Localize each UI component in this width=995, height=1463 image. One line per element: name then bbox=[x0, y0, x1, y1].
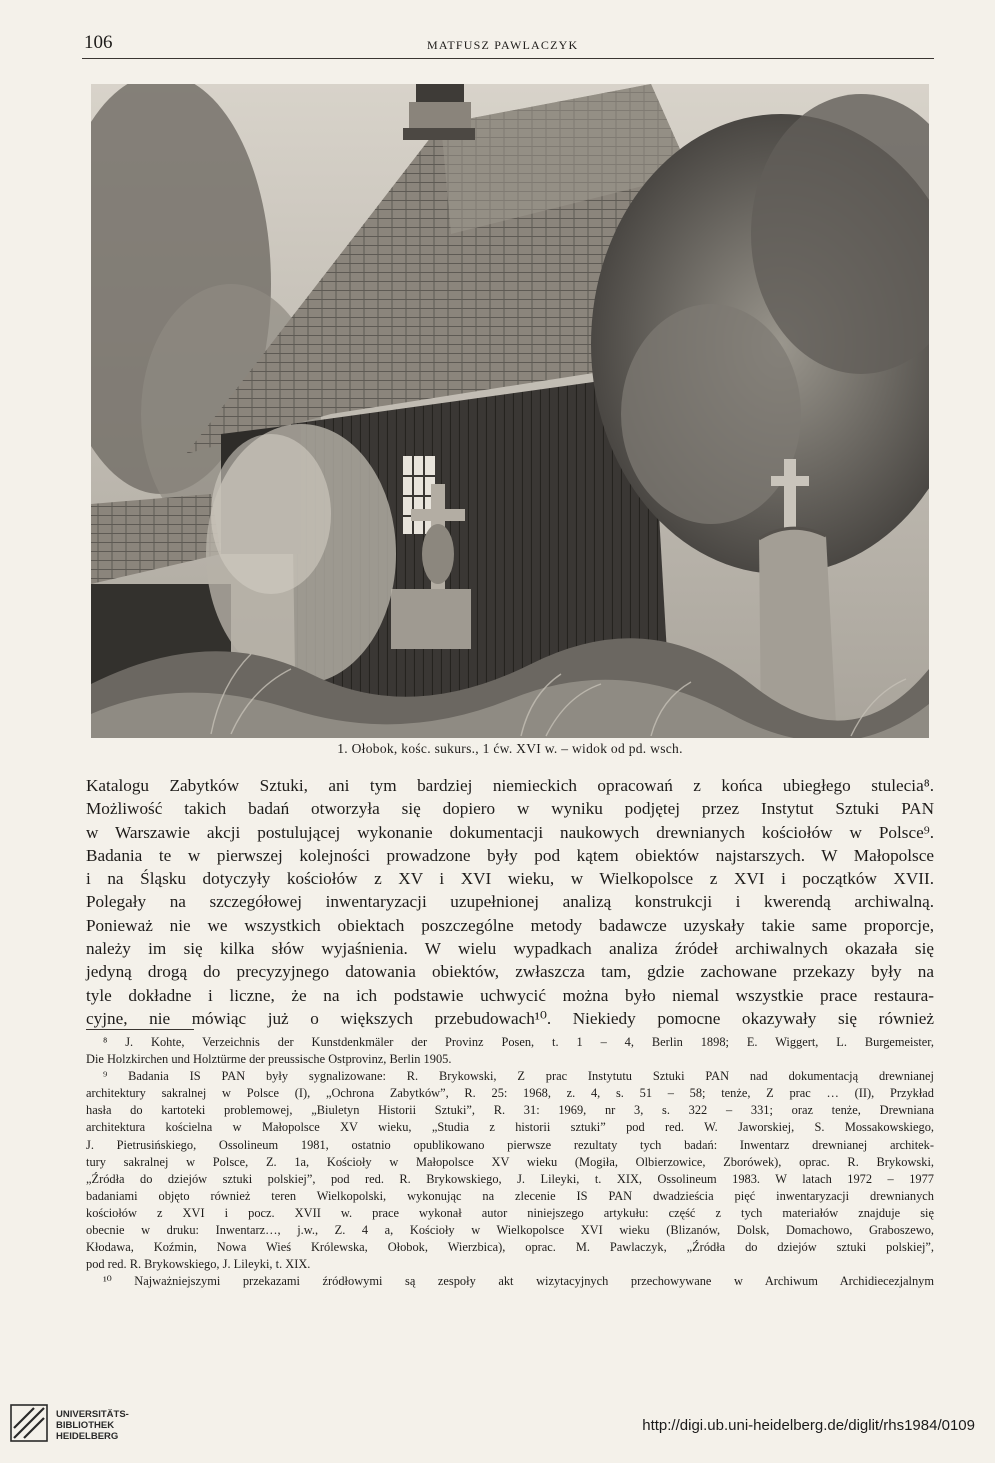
footnote-line: architektury sakralnej w Polsce (I), „Ochrona Zabytków”, R. 25: 1968, z. 4, s. 51 – 58; tenże, Z prac … (II), Przykład bbox=[86, 1086, 934, 1101]
text-line: Polegały na szczegółowej inwentaryzacji uzupełnionej analizą konstrukcji i kwerendą archiwalną. bbox=[86, 892, 934, 912]
footnote-separator bbox=[86, 1029, 194, 1030]
footnote-line: obecnie w druku: Inwentarz…, j.w., Z. 4 a, Kościoły w Wielkopolsce XVI wieku (Blizanów, Dolsk, Domachowo, Graboszewo, bbox=[86, 1223, 934, 1238]
footnote-line: hasła do kartoteki problemowej, „Biuletyn Historii Sztuki”, R. 31: 1969, nr 3, s. 322 – 331; oraz tenże, Drewniana bbox=[86, 1103, 934, 1118]
footnote-line: ⁸ J. Kohte, Verzeichnis der Kunstdenkmäler der Provinz Posen, t. 1 – 4, Berlin 1898; E. Wiggert, L. Burgemeister, bbox=[103, 1035, 934, 1049]
footnote-line: pod red. R. Brykowskiego, J. Lileyki, t. XIX. bbox=[86, 1257, 311, 1272]
footnote-line: J. Pietrusińskiego, Ossolineum 1981, ostatnio opublikowano pierwsze rezultaty tych badań: Inwentarz drewnianej architek- bbox=[86, 1137, 934, 1152]
text-line: Ponieważ nie we wszystkich obiektach poszczególne metody badawcze uzyskały takie same proporcje, bbox=[86, 915, 934, 935]
text-line: należy im się kilka słów wyjaśnienia. W wielu wypadkach analiza źródeł archiwalnych okazała się bbox=[86, 939, 934, 959]
text-line: jedyną drogą do precyzyjnego datowania obiektów, zwłaszcza tam, gdzie zachowane przekazy były na bbox=[86, 962, 934, 982]
page-number: 106 bbox=[84, 32, 113, 53]
footnote-line: ⁹ Badania IS PAN były sygnalizowane: R. Brykowski, Z prac Instytutu Sztuki PAN nad dokumentacją drewnianej bbox=[103, 1069, 934, 1084]
footnote-line: kościołów z XVI i pocz. XVII w. prace wykonał autor niniejszego artykułu: część z tych materiałów znajduje się bbox=[86, 1205, 934, 1220]
library-name bbox=[56, 1409, 129, 1442]
figure-caption: 1. Ołobok, kośc. sukurs., 1 ćw. XVI w. – widok od pd. wsch. bbox=[337, 741, 683, 756]
page-header bbox=[82, 30, 934, 59]
library-logo-icon bbox=[10, 1404, 48, 1442]
library-name-line: HEIDELBERG bbox=[56, 1431, 119, 1442]
library-name-line: UNIVERSITÄTS- bbox=[56, 1409, 129, 1420]
source-url-link[interactable]: http://digi.ub.uni-heidelberg.de/diglit/rhs1984/0109 bbox=[642, 1417, 975, 1434]
text-line: Katalogu Zabytków Sztuki, ani tym bardziej niemieckich opracowań z końca ubiegłego stulecia⁸. bbox=[86, 776, 934, 795]
footnote-line: Die Holzkirchen und Holztürme der preussische Ostprovinz, Berlin 1905. bbox=[86, 1052, 452, 1067]
footnotes bbox=[86, 1034, 934, 1290]
text-line: Badania te w pierwszej kolejności prowadzone były pod kątem obiektów najstarszych. W Małopolsce bbox=[86, 845, 934, 865]
footnote-line: architektura kościelna w Małopolsce XV wieku, „Studia z historii sztuki” pod red. W. Jaworskiej, S. Mossakowskiego, bbox=[86, 1120, 934, 1135]
running-head: MATFUSZ PAWLACZYK bbox=[427, 38, 579, 52]
footnote-line: „Źródła do dziejów sztuki polskiej”, pod red. R. Brykowskiego, J. Lileyki, t. XIX, Ossolineum 1983. W latach 1972 – 1977 bbox=[86, 1171, 934, 1186]
church-photograph bbox=[91, 84, 929, 738]
church-photograph-image bbox=[91, 84, 929, 738]
footnote-line: tury sakralnej w Polsce, Z. 1a, Kościoły w Małopolsce XV wieku (Mogiła, Olbierzowice, Zborówek), oprac. R. Brykowski, bbox=[86, 1154, 934, 1169]
text-line: tyle dokładne i liczne, że na ich podstawie uchwycić można było niemal wszystkie prace restaura- bbox=[86, 985, 934, 1005]
footnote-line: badaniami objęto również teren Wielkopolski, wykonując na zlecenie IS PAN dwadzieścia pięć inwentaryzacji drewnianych bbox=[86, 1188, 934, 1203]
text-line: i na Śląsku dotyczyły kościołów z XV i XVI wieku, w Wielkopolsce z XVI i początków XVII. bbox=[86, 869, 934, 889]
library-name-line: BIBLIOTHEK bbox=[56, 1420, 115, 1431]
text-line: cyjne, nie mówiąc już o większych przebudowach¹⁰. Niekiedy pomocne okazywały się również bbox=[86, 1008, 934, 1028]
text-line: w Warszawie akcji postulującej wykonanie dokumentacji naukowych drewnianych kościołów w Polsce⁹. bbox=[86, 822, 934, 842]
footnote-line: ¹⁰ Najważniejszymi przekazami źródłowymi są zespoły akt wizytacyjnych przechowywane w Archiwum Archidiecezjalnym bbox=[103, 1274, 934, 1289]
main-text bbox=[86, 774, 934, 1030]
text-line: Możliwość takich badań otworzyła się dopiero w wyniku podjętej przez Instytut Sztuki PAN bbox=[86, 799, 934, 819]
footnote-line: Kłodawa, Koźmin, Nowa Wieś Królewska, Ołobok, Wierzbica), oprac. M. Pawlaczyk, „Źródła do dziejów sztuki polskiej”, bbox=[86, 1240, 934, 1255]
